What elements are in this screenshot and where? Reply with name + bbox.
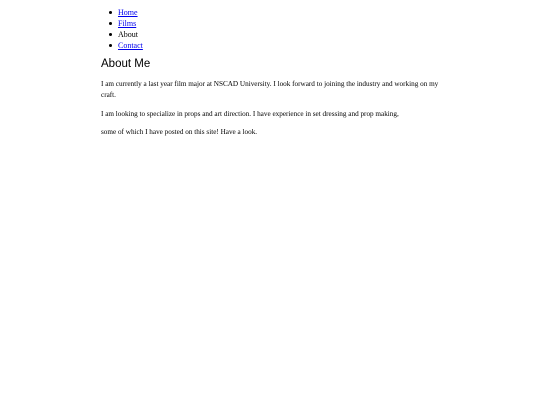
about-paragraph-2: I am looking to specialize in props and art direction. I have experience in set dressing and prop making,	[101, 110, 399, 118]
nav-item-about	[108, 29, 143, 40]
nav-item-home	[108, 7, 143, 18]
page-title: About Me	[101, 58, 151, 70]
main-nav	[108, 7, 143, 51]
nav-item-contact	[108, 40, 143, 51]
bullet-icon	[109, 44, 112, 47]
about-paragraph-3: some of which I have posted on this site! Have a look.	[101, 128, 258, 136]
bullet-icon	[109, 22, 112, 25]
bullet-icon	[109, 33, 112, 36]
nav-link-films[interactable]: Films	[118, 19, 137, 28]
nav-label-about: About	[118, 30, 138, 39]
about-paragraph-1: I am currently a last year film major at NSCAD University. I look forward to joining the industry and working on my craft.	[101, 80, 439, 99]
nav-link-contact[interactable]: Contact	[118, 41, 143, 50]
bullet-icon	[109, 11, 112, 14]
nav-item-films	[108, 18, 143, 29]
nav-link-home[interactable]: Home	[118, 8, 138, 17]
